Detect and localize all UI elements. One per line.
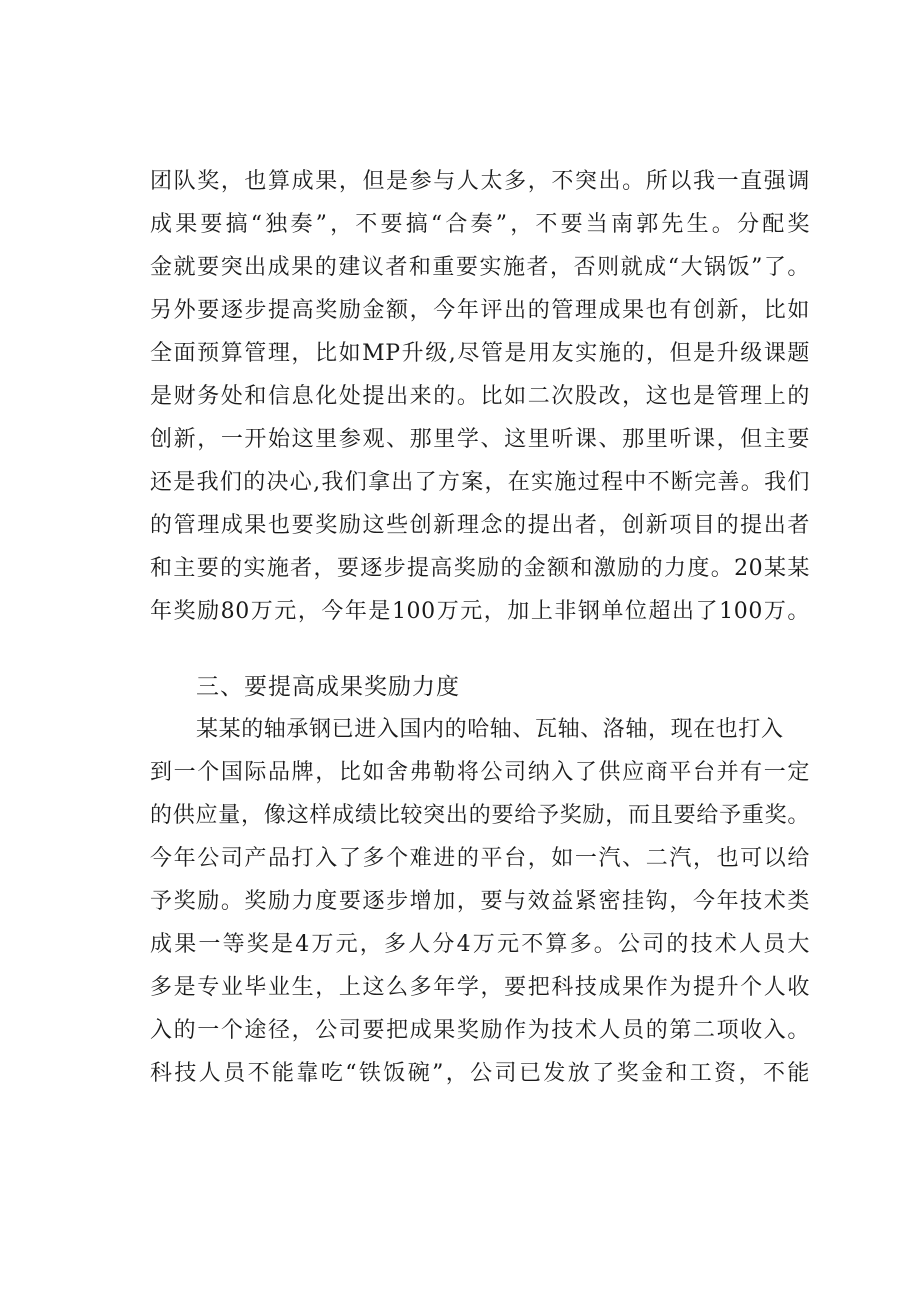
paragraph-1-line-8: 还是我们的决心,我们拿出了方案，在实施过程中不断完善。我们 — [150, 470, 810, 495]
section-3-line-4: 今年公司产品打入了多个难进的平台，如一汽、二汽，也可以给 — [150, 846, 810, 871]
section-3-line-9: 科技人员不能靠吃“铁饭碗”，公司已发放了奖金和工资，不能 — [150, 1061, 810, 1086]
paragraph-1-line-6: 是财务处和信息化处提出来的。比如二次股改，这也是管理上的 — [150, 384, 810, 409]
section-3-heading: 三、要提高成果奖励力度 — [196, 674, 460, 700]
paragraph-1-line-1: 团队奖，也算成果，但是参与人太多，不突出。所以我一直强调 — [150, 169, 810, 194]
paragraph-1-line-7: 创新，一开始这里参观、那里学、这里听课、那里听课，但主要 — [150, 427, 810, 452]
paragraph-1-line-5: 全面预算管理，比如MP升级,尽管是用友实施的，但是升级课题 — [150, 341, 810, 366]
section-3-line-8: 入的一个途径，公司要把成果奖励作为技术人员的第二项收入。 — [150, 1018, 810, 1043]
section-3-line-1: 某某的轴承钢已进入国内的哈轴、瓦轴、洛轴，现在也打入 — [196, 717, 784, 742]
section-3-line-2: 到一个国际品牌，比如舍弗勒将公司纳入了供应商平台并有一定 — [150, 760, 810, 785]
paragraph-1-line-11: 年奖励80万元，今年是100万元，加上非钢单位超出了100万。 — [150, 599, 810, 624]
paragraph-1-line-2: 成果要搞“独奏”，不要搞“合奏”，不要当南郭先生。分配奖 — [150, 212, 810, 237]
section-3-line-6: 成果一等奖是4万元，多人分4万元不算多。公司的技术人员大 — [150, 932, 810, 957]
paragraph-1-line-9: 的管理成果也要奖励这些创新理念的提出者，创新项目的提出者 — [150, 513, 810, 538]
section-3-line-7: 多是专业毕业生，上这么多年学，要把科技成果作为提升个人收 — [150, 975, 810, 1000]
paragraph-1-line-10: 和主要的实施者，要逐步提高奖励的金额和激励的力度。20某某 — [150, 556, 810, 581]
paragraph-1-line-3: 金就要突出成果的建议者和重要实施者，否则就成“大锅饭”了。 — [150, 255, 810, 280]
section-3-line-3: 的供应量，像这样成绩比较突出的要给予奖励，而且要给予重奖。 — [150, 803, 810, 828]
paragraph-1-line-4: 另外要逐步提高奖励金额，今年评出的管理成果也有创新，比如 — [150, 298, 810, 323]
section-3-line-5: 予奖励。奖励力度要逐步增加，要与效益紧密挂钩，今年技术类 — [150, 889, 810, 914]
